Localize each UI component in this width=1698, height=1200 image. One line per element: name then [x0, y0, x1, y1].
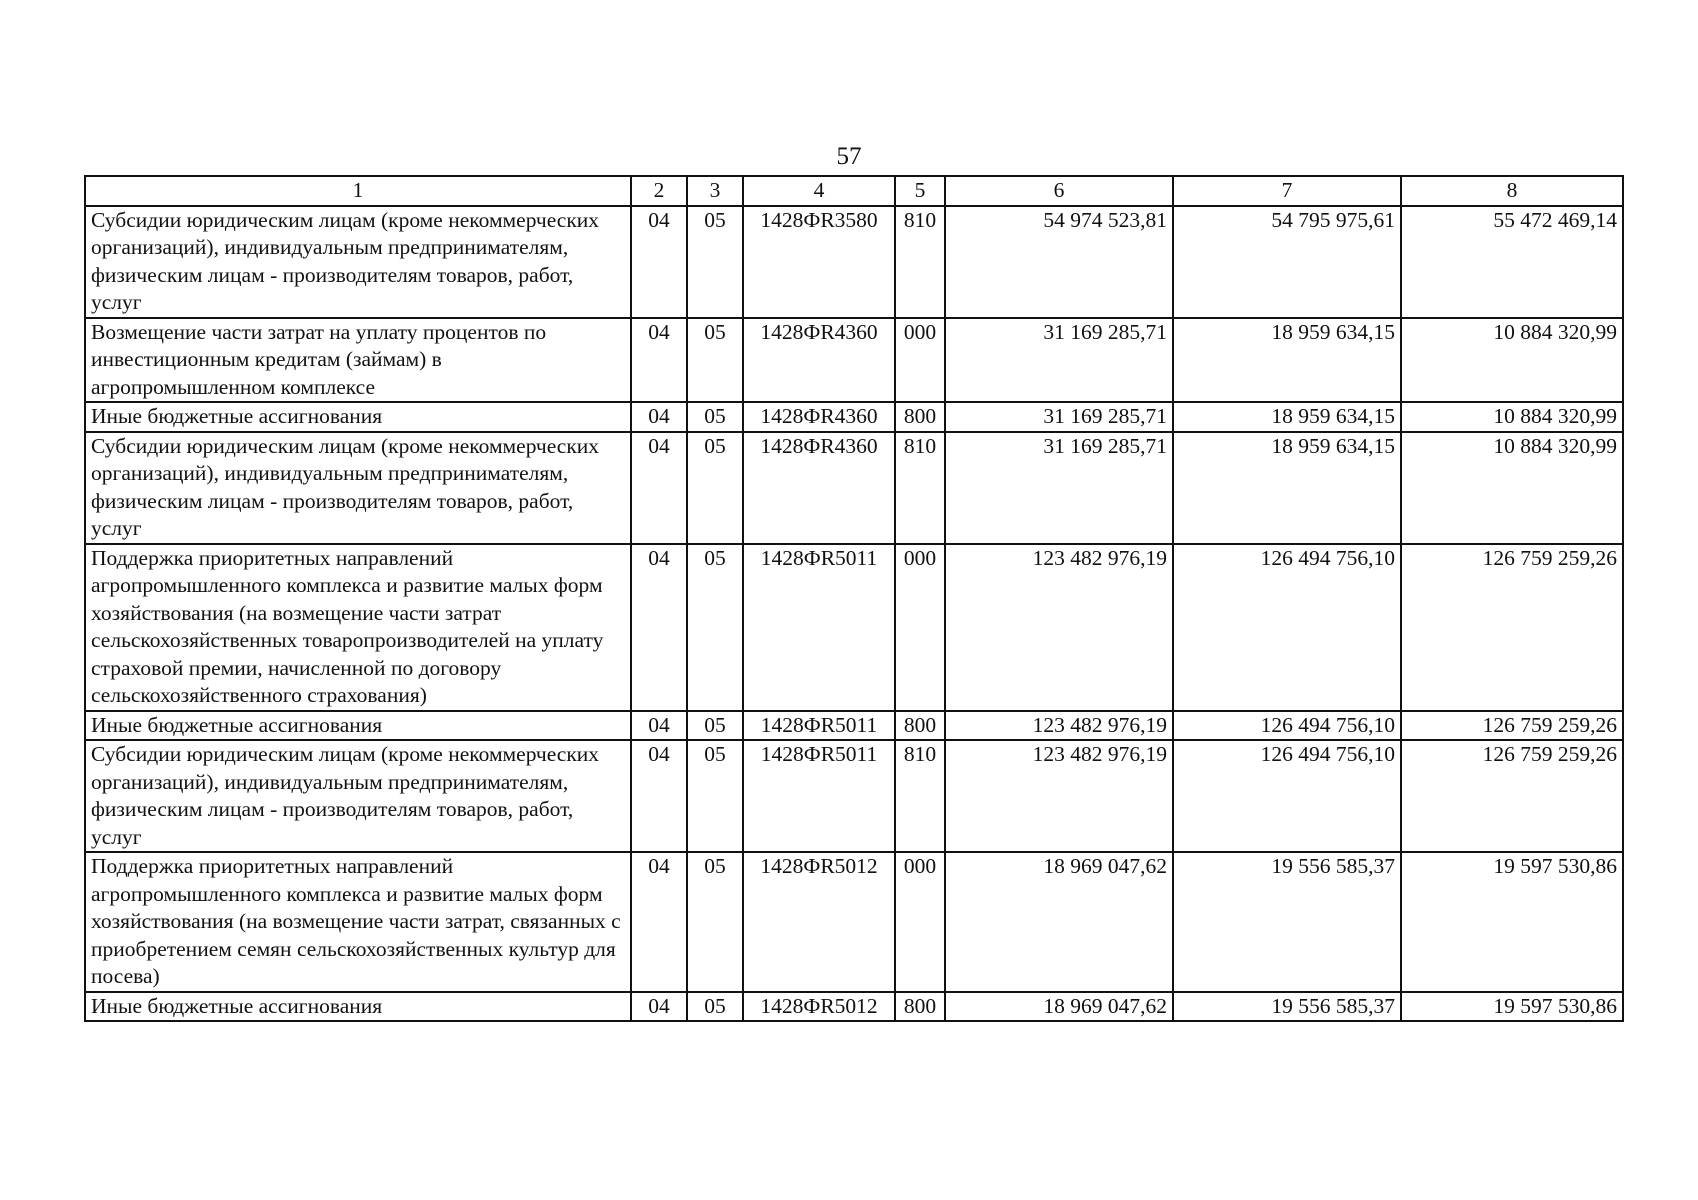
expense-type-code: 810: [895, 432, 945, 544]
amount-column-7: 126 494 756,10: [1173, 544, 1401, 711]
amount-column-8: 19 597 530,86: [1401, 992, 1623, 1022]
amount-column-6: 18 969 047,62: [945, 852, 1173, 992]
amount-column-8: 10 884 320,99: [1401, 318, 1623, 403]
amount-column-7: 19 556 585,37: [1173, 852, 1401, 992]
amount-column-8: 10 884 320,99: [1401, 402, 1623, 432]
page-number: 57: [836, 143, 862, 170]
expense-type-code: 000: [895, 852, 945, 992]
subsection-code: 05: [687, 711, 743, 741]
amount-column-8: 10 884 320,99: [1401, 432, 1623, 544]
target-article-code: 1428ФR4360: [743, 432, 895, 544]
section-code: 04: [631, 206, 687, 318]
expense-type-code: 800: [895, 711, 945, 741]
column-header-5: 5: [895, 176, 945, 206]
expense-type-code: 800: [895, 402, 945, 432]
amount-column-6: 31 169 285,71: [945, 402, 1173, 432]
expense-type-code: 000: [895, 544, 945, 711]
amount-column-6: 31 169 285,71: [945, 432, 1173, 544]
section-code: 04: [631, 711, 687, 741]
amount-column-7: 54 795 975,61: [1173, 206, 1401, 318]
subsection-code: 05: [687, 206, 743, 318]
target-article-code: 1428ФR3580: [743, 206, 895, 318]
table-header: [85, 176, 1623, 206]
budget-table: [84, 175, 1624, 1022]
column-header-7: 7: [1173, 176, 1401, 206]
amount-column-7: 19 556 585,37: [1173, 992, 1401, 1022]
amount-column-6: 123 482 976,19: [945, 740, 1173, 852]
subsection-code: 05: [687, 432, 743, 544]
amount-column-6: 18 969 047,62: [945, 992, 1173, 1022]
row-description: Иные бюджетные ассигнования: [85, 711, 631, 741]
subsection-code: 05: [687, 402, 743, 432]
expense-type-code: 810: [895, 740, 945, 852]
table-row: [85, 992, 1623, 1022]
target-article-code: 1428ФR5011: [743, 740, 895, 852]
row-description: Поддержка приоритетных направлений агропромышленного комплекса и развитие малых форм хозяйствования (на возмещение части затрат, связанных с приобретением семян сельскохозяйственных культур для посева): [85, 852, 631, 992]
column-header-6: 6: [945, 176, 1173, 206]
section-code: 04: [631, 740, 687, 852]
subsection-code: 05: [687, 852, 743, 992]
table-row: [85, 402, 1623, 432]
amount-column-7: 126 494 756,10: [1173, 711, 1401, 741]
column-header-8: 8: [1401, 176, 1623, 206]
row-description: Поддержка приоритетных направлений агропромышленного комплекса и развитие малых форм хозяйствования (на возмещение части затрат сельскохозяйственных товаропроизводителей на уплату страховой премии, начисленной по договору сельскохозяйственного страхования): [85, 544, 631, 711]
target-article-code: 1428ФR5011: [743, 711, 895, 741]
target-article-code: 1428ФR4360: [743, 318, 895, 403]
amount-column-7: 18 959 634,15: [1173, 318, 1401, 403]
row-description: Возмещение части затрат на уплату процентов по инвестиционным кредитам (займам) в агропромышленном комплексе: [85, 318, 631, 403]
amount-column-8: 126 759 259,26: [1401, 544, 1623, 711]
row-description: Иные бюджетные ассигнования: [85, 992, 631, 1022]
target-article-code: 1428ФR5011: [743, 544, 895, 711]
table-row: [85, 740, 1623, 852]
subsection-code: 05: [687, 544, 743, 711]
table-row: [85, 852, 1623, 992]
row-description: Субсидии юридическим лицам (кроме некоммерческих организаций), индивидуальным предпринимателям, физическим лицам - производителям товаров, работ, услуг: [85, 740, 631, 852]
subsection-code: 05: [687, 992, 743, 1022]
amount-column-6: 31 169 285,71: [945, 318, 1173, 403]
table-row: [85, 711, 1623, 741]
table-row: [85, 544, 1623, 711]
expense-type-code: 810: [895, 206, 945, 318]
amount-column-6: 54 974 523,81: [945, 206, 1173, 318]
column-header-4: 4: [743, 176, 895, 206]
amount-column-8: 19 597 530,86: [1401, 852, 1623, 992]
table-body: [85, 206, 1623, 1022]
table-row: [85, 206, 1623, 318]
amount-column-7: 126 494 756,10: [1173, 740, 1401, 852]
expense-type-code: 000: [895, 318, 945, 403]
column-header-1: 1: [85, 176, 631, 206]
amount-column-7: 18 959 634,15: [1173, 432, 1401, 544]
section-code: 04: [631, 402, 687, 432]
section-code: 04: [631, 432, 687, 544]
header-row: [85, 176, 1623, 206]
row-description: Иные бюджетные ассигнования: [85, 402, 631, 432]
target-article-code: 1428ФR4360: [743, 402, 895, 432]
amount-column-7: 18 959 634,15: [1173, 402, 1401, 432]
column-header-2: 2: [631, 176, 687, 206]
target-article-code: 1428ФR5012: [743, 852, 895, 992]
section-code: 04: [631, 852, 687, 992]
section-code: 04: [631, 544, 687, 711]
row-description: Субсидии юридическим лицам (кроме некоммерческих организаций), индивидуальным предпринимателям, физическим лицам - производителям товаров, работ, услуг: [85, 432, 631, 544]
target-article-code: 1428ФR5012: [743, 992, 895, 1022]
amount-column-8: 126 759 259,26: [1401, 740, 1623, 852]
subsection-code: 05: [687, 318, 743, 403]
amount-column-6: 123 482 976,19: [945, 711, 1173, 741]
subsection-code: 05: [687, 740, 743, 852]
amount-column-8: 55 472 469,14: [1401, 206, 1623, 318]
row-description: Субсидии юридическим лицам (кроме некоммерческих организаций), индивидуальным предпринимателям, физическим лицам - производителям товаров, работ, услуг: [85, 206, 631, 318]
table-row: [85, 432, 1623, 544]
column-header-3: 3: [687, 176, 743, 206]
section-code: 04: [631, 992, 687, 1022]
amount-column-8: 126 759 259,26: [1401, 711, 1623, 741]
section-code: 04: [631, 318, 687, 403]
amount-column-6: 123 482 976,19: [945, 544, 1173, 711]
expense-type-code: 800: [895, 992, 945, 1022]
table-row: [85, 318, 1623, 403]
